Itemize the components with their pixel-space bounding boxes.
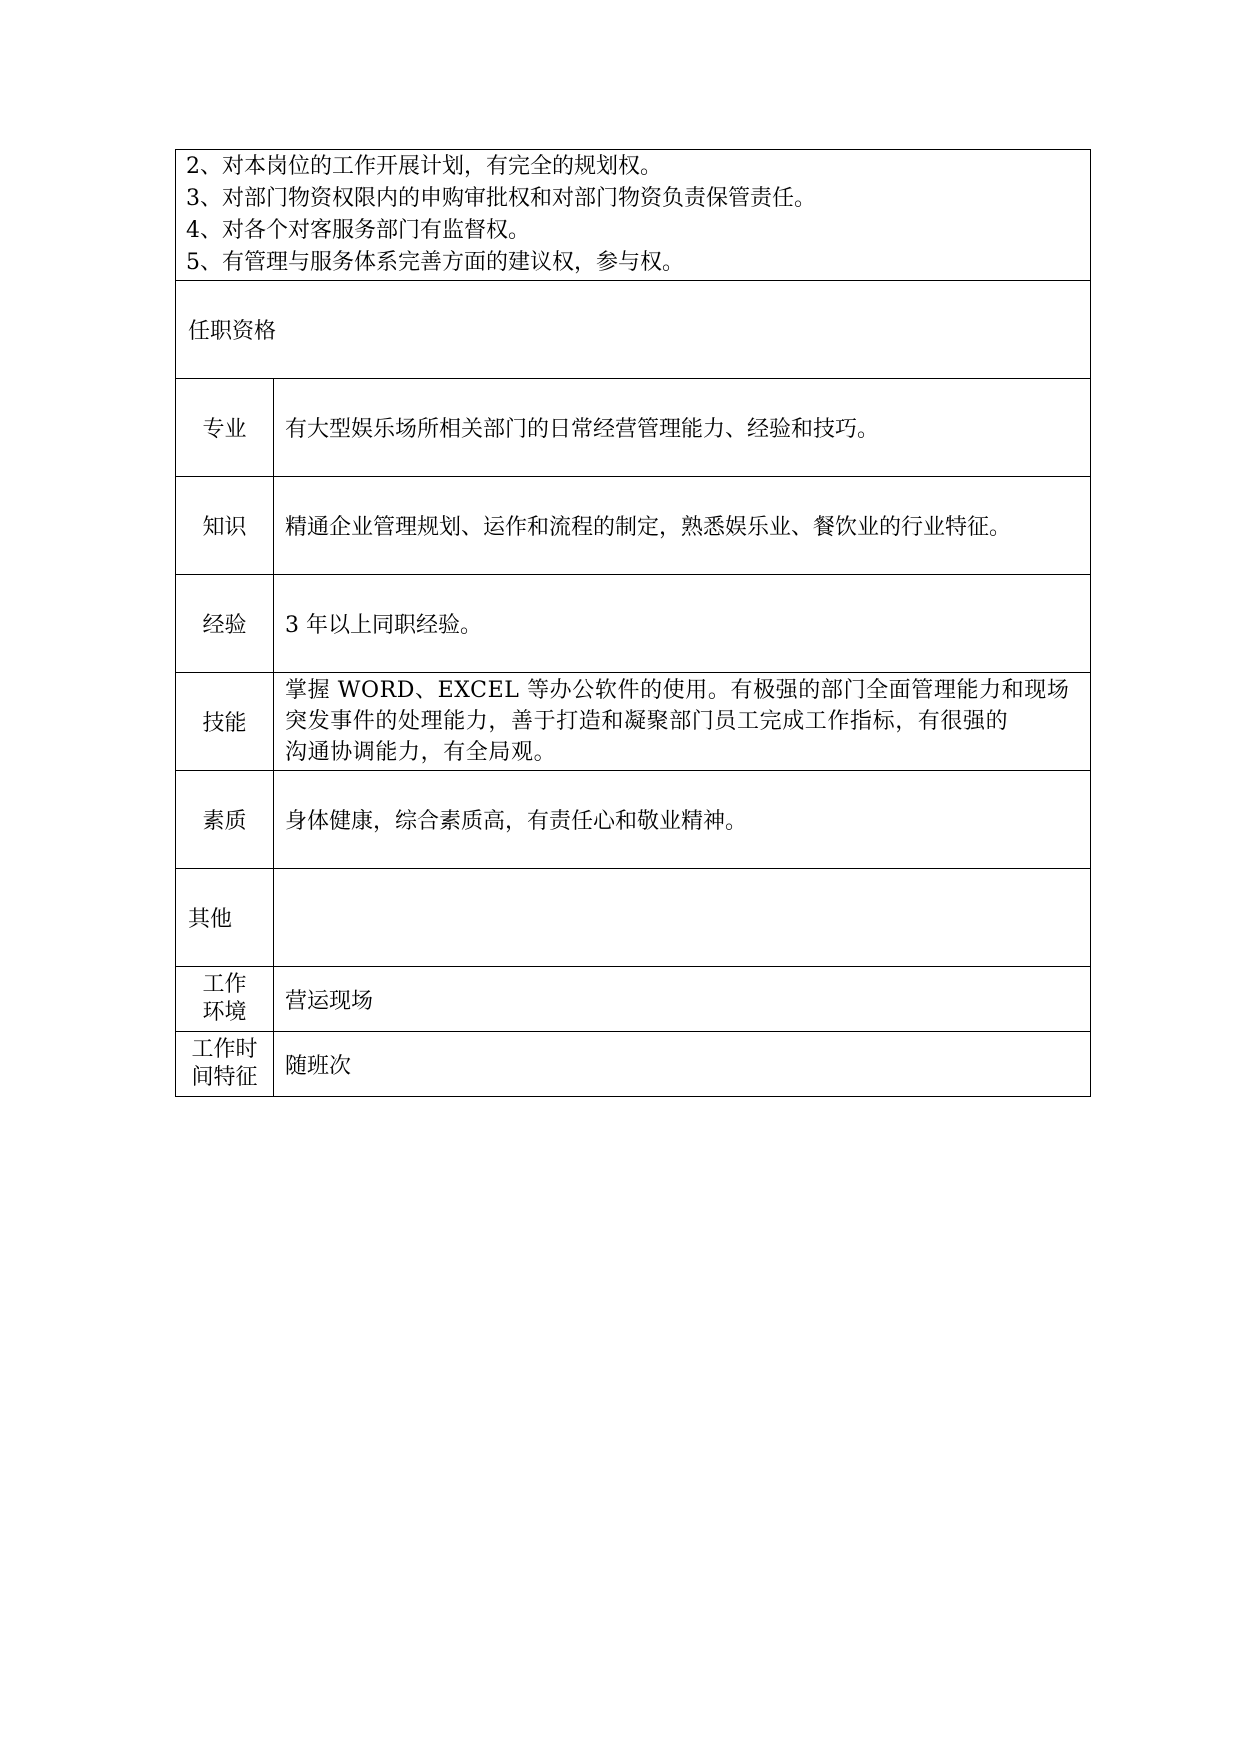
work-environment-row [176,967,1091,1032]
major-value: 有大型娱乐场所相关部门的日常经营管理能力、经验和技巧。 [274,379,1091,477]
rights-item: 3、对部门物资权限内的申购审批权和对部门物资负责保管责任。 [186,186,816,211]
other-value [274,869,1091,967]
skills-line: 突发事件的处理能力，善于打造和凝聚部门员工完成工作指标，有很强的 [285,709,1009,734]
work-environment-label-line: 工作 [202,972,247,997]
other-label: 其他 [176,869,274,967]
qualification-row-other [176,869,1091,967]
qualification-row-major [176,379,1091,477]
qualification-row-quality [176,771,1091,869]
knowledge-label: 知识 [176,477,274,575]
section-title-row [176,281,1091,379]
experience-value: 3 年以上同职经验。 [274,575,1091,673]
work-environment-label-line: 环境 [202,1000,247,1025]
rights-row [176,150,1091,281]
job-description-table [175,149,1091,1097]
qualification-row-skills [176,673,1091,771]
section-title: 任职资格 [176,281,1091,379]
knowledge-value: 精通企业管理规划、运作和流程的制定，熟悉娱乐业、餐饮业的行业特征。 [274,477,1091,575]
quality-value: 身体健康，综合素质高，有责任心和敬业精神。 [274,771,1091,869]
quality-label: 素质 [176,771,274,869]
rights-item: 2、对本岗位的工作开展计划，有完全的规划权。 [186,154,662,179]
work-time-label [176,1032,274,1097]
skills-line: 沟通协调能力，有全局观。 [285,740,557,765]
skills-line: 掌握 WORD、EXCEL 等办公软件的使用。有极强的部门全面管理能力和现场 [285,678,1070,703]
rights-cell [176,150,1091,281]
work-time-row [176,1032,1091,1097]
qualification-row-knowledge [176,477,1091,575]
rights-item: 4、对各个对客服务部门有监督权。 [186,218,530,243]
work-environment-label [176,967,274,1032]
work-environment-value: 营运现场 [274,967,1091,1032]
skills-value [274,673,1091,771]
work-time-label-line: 间特征 [191,1065,258,1090]
qualification-row-experience [176,575,1091,673]
experience-label: 经验 [176,575,274,673]
work-time-value: 随班次 [274,1032,1091,1097]
major-label: 专业 [176,379,274,477]
skills-label: 技能 [176,673,274,771]
rights-item: 5、有管理与服务体系完善方面的建议权，参与权。 [186,250,684,275]
work-time-label-line: 工作时 [191,1037,258,1062]
